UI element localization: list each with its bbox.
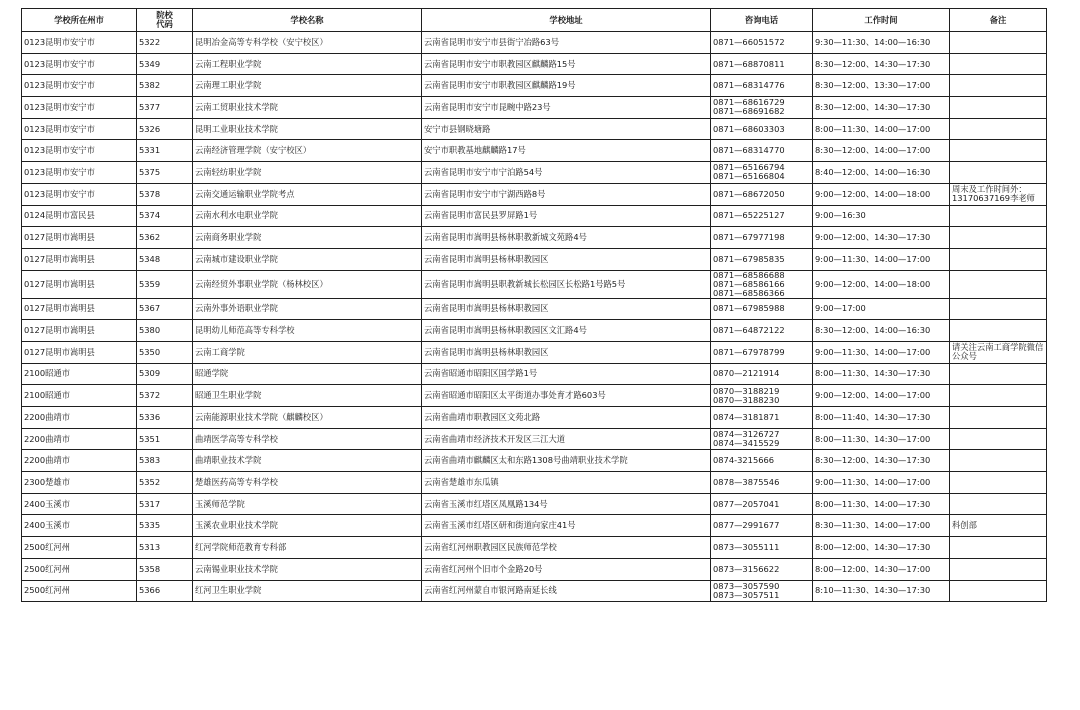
- phone-number: 0871—68586166: [713, 278, 785, 289]
- cell-address: 云南省红河州个旧市个金路20号: [422, 558, 711, 580]
- cell-school-name: 云南锡业职业技术学院: [193, 558, 422, 580]
- cell-work-hours: 8:30—12:00、13:30—17:00: [813, 75, 950, 97]
- cell-phone: [711, 205, 813, 227]
- cell-school-code: 5331: [137, 140, 193, 162]
- cell-work-hours: 8:00—11:30、14:30—17:00: [813, 428, 950, 450]
- phone-number: 0870—3188230: [713, 394, 780, 405]
- table-body: [22, 32, 1047, 602]
- phone-number: 0871—68314776: [713, 80, 785, 91]
- cell-school-code: 5309: [137, 363, 193, 385]
- table-row: [22, 270, 1047, 298]
- cell-school-code: 5382: [137, 75, 193, 97]
- cell-school-code: 5317: [137, 493, 193, 515]
- cell-address: 云南省昆明市嵩明县杨林职教园区文汇路4号: [422, 320, 711, 342]
- cell-note: [950, 407, 1047, 429]
- cell-note: [950, 97, 1047, 119]
- table-row: [22, 428, 1047, 450]
- cell-address: 云南省玉溪市红塔区研和街道向家庄41号: [422, 515, 711, 537]
- cell-work-hours: 9:30—11:30、14:00—16:30: [813, 32, 950, 54]
- cell-school-code: 5348: [137, 248, 193, 270]
- phone-number: 0871—67978799: [713, 346, 785, 357]
- phone-number: 0871—64872122: [713, 325, 785, 336]
- phone-number: 0871—67977198: [713, 232, 785, 243]
- cell-school-name: 云南经济管理学院（安宁校区）: [193, 140, 422, 162]
- cell-phone: [711, 298, 813, 320]
- cell-school-code: 5352: [137, 472, 193, 494]
- cell-address: 云南省昆明市安宁市宁泊路54号: [422, 162, 711, 184]
- phone-number: 0871—68586688: [713, 270, 785, 280]
- cell-work-hours: 8:00—12:00、14:30—17:00: [813, 558, 950, 580]
- cell-city: 0127昆明市嵩明县: [22, 270, 137, 298]
- header-code: [137, 9, 193, 32]
- cell-school-name: 昭通学院: [193, 363, 422, 385]
- phone-number: 0871—68603303: [713, 123, 785, 134]
- cell-phone: [711, 385, 813, 407]
- cell-address: 云南省昆明市嵩明县职教新城长松园区长松路1号路5号: [422, 270, 711, 298]
- cell-note: [950, 118, 1047, 140]
- table-row: [22, 53, 1047, 75]
- header-code-line2: 代码: [156, 19, 173, 29]
- phone-number: 0873—3057511: [713, 589, 780, 600]
- cell-address: 云南省昆明市富民县罗屏路1号: [422, 205, 711, 227]
- cell-phone: [711, 472, 813, 494]
- cell-city: 0123昆明市安宁市: [22, 162, 137, 184]
- cell-city: 0127昆明市嵩明县: [22, 248, 137, 270]
- cell-work-hours: 9:00—11:30、14:00—17:00: [813, 341, 950, 363]
- cell-note: 周末及工作时间外：13170637169李老师: [950, 183, 1047, 205]
- cell-note: [950, 385, 1047, 407]
- table-row: [22, 493, 1047, 515]
- cell-note: [950, 472, 1047, 494]
- phone-number: 0871—68314770: [713, 145, 785, 156]
- cell-work-hours: 9:00—11:30、14:00—17:00: [813, 248, 950, 270]
- cell-school-code: 5359: [137, 270, 193, 298]
- cell-phone: [711, 183, 813, 205]
- cell-work-hours: 9:00—12:00、14:30—17:30: [813, 227, 950, 249]
- cell-school-code: 5378: [137, 183, 193, 205]
- cell-city: 0124昆明市富民县: [22, 205, 137, 227]
- cell-school-name: 曲靖医学高等专科学校: [193, 428, 422, 450]
- cell-school-name: 云南城市建设职业学院: [193, 248, 422, 270]
- phone-number: 0878—3875546: [713, 476, 780, 487]
- table-row: [22, 140, 1047, 162]
- table-row: [22, 75, 1047, 97]
- cell-phone: [711, 341, 813, 363]
- cell-address: 云南省昆明市安宁市职教园区麒麟路19号: [422, 75, 711, 97]
- table-row: [22, 298, 1047, 320]
- cell-note: [950, 580, 1047, 602]
- cell-school-code: 5326: [137, 118, 193, 140]
- cell-address: 云南省昭通市昭阳区国学路1号: [422, 363, 711, 385]
- cell-work-hours: 9:00—11:30、14:00—17:00: [813, 472, 950, 494]
- cell-address: 云南省昆明市嵩明县杨林职教新城文苑路4号: [422, 227, 711, 249]
- cell-note: [950, 298, 1047, 320]
- cell-phone: [711, 320, 813, 342]
- cell-address: 云南省昆明市安宁市职教园区麒麟路15号: [422, 53, 711, 75]
- cell-work-hours: 8:30—12:00、14:00—17:00: [813, 140, 950, 162]
- cell-school-name: 云南工程职业学院: [193, 53, 422, 75]
- cell-phone: [711, 580, 813, 602]
- cell-phone: [711, 537, 813, 559]
- cell-address: 安宁市职教基地麒麟路17号: [422, 140, 711, 162]
- phone-number: 0871—67985835: [713, 253, 785, 264]
- cell-school-name: 玉溪农业职业技术学院: [193, 515, 422, 537]
- table-row: [22, 183, 1047, 205]
- cell-school-name: 玉溪师范学院: [193, 493, 422, 515]
- cell-work-hours: 8:00—11:30、14:00—17:30: [813, 493, 950, 515]
- table-row: [22, 118, 1047, 140]
- table-row: [22, 227, 1047, 249]
- phone-number: 0874—3181871: [713, 411, 780, 422]
- cell-school-name: 云南外事外语职业学院: [193, 298, 422, 320]
- cell-note: [950, 227, 1047, 249]
- cell-school-code: 5335: [137, 515, 193, 537]
- cell-work-hours: 8:10—11:30、14:30—17:30: [813, 580, 950, 602]
- cell-school-name: 昆明幼儿师范高等专科学校: [193, 320, 422, 342]
- table-row: [22, 162, 1047, 184]
- cell-city: 0123昆明市安宁市: [22, 140, 137, 162]
- phone-number: 0871—67985988: [713, 303, 785, 314]
- header-phone: 咨询电话: [711, 9, 813, 32]
- cell-school-name: 云南工贸职业技术学院: [193, 97, 422, 119]
- cell-school-code: 5380: [137, 320, 193, 342]
- cell-note: [950, 53, 1047, 75]
- table-row: [22, 515, 1047, 537]
- cell-note: [950, 363, 1047, 385]
- cell-city: 2100昭通市: [22, 385, 137, 407]
- cell-work-hours: 8:00—11:30、14:00—17:00: [813, 118, 950, 140]
- cell-school-code: 5362: [137, 227, 193, 249]
- table-row: [22, 320, 1047, 342]
- cell-school-name: 昭通卫生职业学院: [193, 385, 422, 407]
- phone-number: 0870—3188219: [713, 385, 780, 396]
- cell-school-name: 红河学院师范教育专科部: [193, 537, 422, 559]
- cell-address: 云南省楚雄市东瓜镇: [422, 472, 711, 494]
- cell-address: 云南省曲靖市经济技术开发区三江大道: [422, 428, 711, 450]
- cell-city: 0123昆明市安宁市: [22, 32, 137, 54]
- cell-school-code: 5336: [137, 407, 193, 429]
- cell-school-name: 云南经贸外事职业学院（杨林校区）: [193, 270, 422, 298]
- admission-consultation-table-container: [21, 8, 1047, 602]
- cell-note: [950, 270, 1047, 298]
- cell-school-code: 5372: [137, 385, 193, 407]
- cell-school-name: 云南交通运输职业学院考点: [193, 183, 422, 205]
- cell-phone: [711, 32, 813, 54]
- table-row: [22, 32, 1047, 54]
- cell-address: 云南省昭通市昭阳区太平街道办事处育才路603号: [422, 385, 711, 407]
- cell-note: [950, 450, 1047, 472]
- cell-school-name: 楚雄医药高等专科学校: [193, 472, 422, 494]
- cell-school-name: 云南商务职业学院: [193, 227, 422, 249]
- cell-school-code: 5358: [137, 558, 193, 580]
- cell-school-code: 5350: [137, 341, 193, 363]
- cell-note: [950, 32, 1047, 54]
- cell-work-hours: 8:30—12:00、14:30—17:30: [813, 450, 950, 472]
- header-address: 学校地址: [422, 9, 711, 32]
- cell-note: [950, 537, 1047, 559]
- cell-city: 2400玉溪市: [22, 493, 137, 515]
- cell-city: 2500红河州: [22, 580, 137, 602]
- cell-city: 0127昆明市嵩明县: [22, 227, 137, 249]
- table-row: [22, 558, 1047, 580]
- cell-city: 0127昆明市嵩明县: [22, 320, 137, 342]
- cell-work-hours: 8:00—11:40、14:30—17:30: [813, 407, 950, 429]
- phone-number: 0870—2121914: [713, 368, 780, 379]
- cell-work-hours: 8:30—12:00、14:00—16:30: [813, 320, 950, 342]
- cell-note: [950, 248, 1047, 270]
- cell-city: 2400玉溪市: [22, 515, 137, 537]
- cell-phone: [711, 515, 813, 537]
- cell-school-code: 5377: [137, 97, 193, 119]
- phone-number: 0874-3215666: [713, 455, 775, 466]
- header-hours: 工作时间: [813, 9, 950, 32]
- cell-work-hours: 9:00—17:00: [813, 298, 950, 320]
- cell-phone: [711, 558, 813, 580]
- cell-address: 云南省红河州职教园区民族师范学校: [422, 537, 711, 559]
- cell-school-code: 5322: [137, 32, 193, 54]
- cell-school-code: 5374: [137, 205, 193, 227]
- cell-address: 云南省曲靖市职教园区文苑北路: [422, 407, 711, 429]
- cell-phone: [711, 270, 813, 298]
- cell-address: 云南省昆明市安宁市县街宁冶路63号: [422, 32, 711, 54]
- table-row: [22, 385, 1047, 407]
- header-note: 备注: [950, 9, 1047, 32]
- phone-number: 0871—68616729: [713, 97, 785, 108]
- cell-work-hours: 9:00—12:00、14:00—18:00: [813, 183, 950, 205]
- cell-city: 2100昭通市: [22, 363, 137, 385]
- phone-number: 0871—65166794: [713, 162, 785, 173]
- table-row: [22, 472, 1047, 494]
- cell-city: 2500红河州: [22, 537, 137, 559]
- phone-number: 0873—3057590: [713, 580, 780, 591]
- phone-number: 0873—3156622: [713, 563, 780, 574]
- table-row: [22, 407, 1047, 429]
- cell-school-name: 云南理工职业学院: [193, 75, 422, 97]
- cell-city: 0127昆明市嵩明县: [22, 341, 137, 363]
- cell-school-code: 5366: [137, 580, 193, 602]
- cell-note: [950, 162, 1047, 184]
- cell-school-code: 5313: [137, 537, 193, 559]
- cell-address: 安宁市县钢晓塘路: [422, 118, 711, 140]
- cell-city: 2200曲靖市: [22, 428, 137, 450]
- cell-address: 云南省昆明市安宁市昆畹中路23号: [422, 97, 711, 119]
- cell-school-name: 云南轻纺职业学院: [193, 162, 422, 184]
- cell-address: 云南省昆明市安宁市宁湖西路8号: [422, 183, 711, 205]
- cell-note: [950, 558, 1047, 580]
- cell-phone: [711, 248, 813, 270]
- phone-number: 0871—68672050: [713, 188, 785, 199]
- cell-work-hours: 8:30—12:00、14:30—17:30: [813, 53, 950, 75]
- header-school-name: 学校名称: [193, 9, 422, 32]
- cell-work-hours: 8:00—11:30、14:30—17:30: [813, 363, 950, 385]
- cell-note: [950, 205, 1047, 227]
- cell-city: 0123昆明市安宁市: [22, 75, 137, 97]
- phone-number: 0871—68691682: [713, 106, 785, 117]
- phone-number: 0871—68586366: [713, 287, 785, 298]
- cell-phone: [711, 493, 813, 515]
- cell-school-code: 5375: [137, 162, 193, 184]
- cell-city: 2300楚雄市: [22, 472, 137, 494]
- cell-city: 2200曲靖市: [22, 450, 137, 472]
- cell-phone: [711, 53, 813, 75]
- cell-city: 2500红河州: [22, 558, 137, 580]
- cell-city: 0127昆明市嵩明县: [22, 298, 137, 320]
- cell-note: [950, 320, 1047, 342]
- cell-school-name: 昆明工业职业技术学院: [193, 118, 422, 140]
- cell-phone: [711, 227, 813, 249]
- cell-phone: [711, 450, 813, 472]
- cell-phone: [711, 162, 813, 184]
- cell-city: 0123昆明市安宁市: [22, 97, 137, 119]
- table-row: [22, 580, 1047, 602]
- cell-work-hours: 8:30—11:30、14:00—17:00: [813, 515, 950, 537]
- phone-number: 0877—2991677: [713, 520, 780, 531]
- phone-number: 0877—2057041: [713, 498, 780, 509]
- cell-note: [950, 75, 1047, 97]
- phone-number: 0871—65225127: [713, 210, 785, 221]
- table-row: [22, 248, 1047, 270]
- cell-phone: [711, 118, 813, 140]
- cell-city: 0123昆明市安宁市: [22, 183, 137, 205]
- phone-number: 0871—66051572: [713, 36, 785, 47]
- cell-work-hours: 9:00—12:00、14:00—18:00: [813, 270, 950, 298]
- cell-phone: [711, 363, 813, 385]
- cell-work-hours: 8:00—12:00、14:30—17:30: [813, 537, 950, 559]
- cell-work-hours: 8:30—12:00、14:30—17:30: [813, 97, 950, 119]
- cell-school-code: 5367: [137, 298, 193, 320]
- cell-note: 科创部: [950, 515, 1047, 537]
- cell-phone: [711, 97, 813, 119]
- table-row: [22, 97, 1047, 119]
- cell-address: 云南省曲靖市麒麟区太和东路1308号曲靖职业技术学院: [422, 450, 711, 472]
- cell-school-code: 5349: [137, 53, 193, 75]
- cell-school-name: 曲靖职业技术学院: [193, 450, 422, 472]
- cell-work-hours: 9:00—12:00、14:00—17:00: [813, 385, 950, 407]
- phone-number: 0874—3415529: [713, 438, 780, 449]
- cell-school-name: 云南能源职业技术学院（麒麟校区）: [193, 407, 422, 429]
- cell-school-name: 云南水利水电职业学院: [193, 205, 422, 227]
- cell-city: 2200曲靖市: [22, 407, 137, 429]
- cell-school-name: 云南工商学院: [193, 341, 422, 363]
- cell-work-hours: 8:40—12:00、14:00—16:30: [813, 162, 950, 184]
- table-row: [22, 341, 1047, 363]
- cell-address: 云南省昆明市嵩明县杨林职教园区: [422, 248, 711, 270]
- cell-work-hours: 9:00—16:30: [813, 205, 950, 227]
- phone-number: 0873—3055111: [713, 541, 780, 552]
- cell-phone: [711, 75, 813, 97]
- cell-address: 云南省昆明市嵩明县杨林职教园区: [422, 298, 711, 320]
- table-row: [22, 363, 1047, 385]
- cell-school-code: 5383: [137, 450, 193, 472]
- phone-number: 0874—3126727: [713, 429, 780, 440]
- phone-number: 0871—65166804: [713, 171, 785, 182]
- cell-phone: [711, 140, 813, 162]
- cell-city: 0123昆明市安宁市: [22, 53, 137, 75]
- cell-address: 云南省玉溪市红塔区凤凰路134号: [422, 493, 711, 515]
- cell-note: 请关注云南工商学院微信公众号: [950, 341, 1047, 363]
- cell-note: [950, 428, 1047, 450]
- school-contact-table: [21, 8, 1047, 602]
- cell-school-code: 5351: [137, 428, 193, 450]
- table-header-row: [22, 9, 1047, 32]
- cell-phone: [711, 428, 813, 450]
- cell-note: [950, 140, 1047, 162]
- cell-address: 云南省红河州蒙自市银河路南延长线: [422, 580, 711, 602]
- phone-number: 0871—68870811: [713, 58, 785, 69]
- table-row: [22, 205, 1047, 227]
- table-row: [22, 450, 1047, 472]
- header-city: 学校所在州市: [22, 9, 137, 32]
- cell-phone: [711, 407, 813, 429]
- table-row: [22, 537, 1047, 559]
- cell-school-name: 红河卫生职业学院: [193, 580, 422, 602]
- cell-note: [950, 493, 1047, 515]
- cell-city: 0123昆明市安宁市: [22, 118, 137, 140]
- cell-school-name: 昆明冶金高等专科学校（安宁校区）: [193, 32, 422, 54]
- header-code-line1: 院校: [156, 10, 173, 20]
- cell-address: 云南省昆明市嵩明县杨林职教园区: [422, 341, 711, 363]
